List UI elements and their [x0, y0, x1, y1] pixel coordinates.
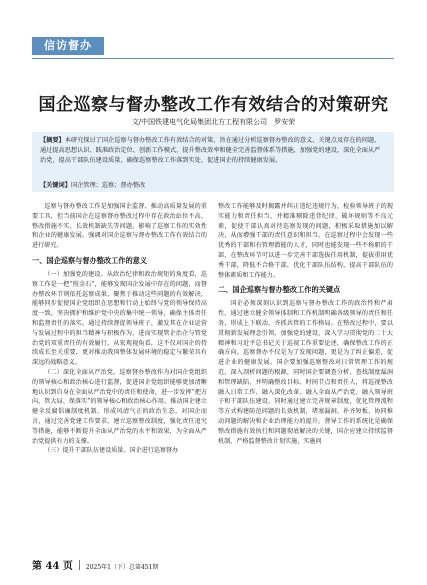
page-footer: [32, 560, 394, 574]
abstract-text: 本研究探讨了国企巡察与督办整改工作有效结合的对策，旨在通过分析巡察督办整改的意义、关键点及存在的问题，通过提高思想认识、践准政治定位、创新工作模式、提升整改效率和健全完善监督体系等措施，加强党的建设，深化全面从严治党，提高干部队伍建设质量，确保巡察整改工作落到实处，促进国企的持续健康发展。: [40, 137, 381, 164]
abstract-box: [32, 132, 394, 180]
paragraph-continued: 整改工作能够及时揭露并纠正违纪违规行为，检验领导班子的现实能力和责任担当，并精准剔除违背纪律、破坏规则等不良元素，促使干部认真对待巡察发现的问题，积极采取措施加以解决，从而增强干部的责任意识和担当。在巡察过程中会发现一些优秀的干部和有管理潜能的人才，同时也能发现一些不称职的干部，在整改环节可以进一步完善干部选拔任用机制，提拔重用优秀干部，降低不合格干部，优化干部队伍结构，提高干部队伍的整体素质和工作能力。: [218, 203, 393, 279]
keywords-box: [32, 180, 394, 192]
section-heading-2: 二、国企巡察与督办整改工作的关键点: [218, 285, 341, 295]
keywords-label: 【关键词】: [40, 182, 71, 189]
section-label: 信访督办: [32, 37, 104, 55]
section-heading-1: 一、国企巡察与督办整改工作的意义: [32, 255, 148, 265]
page-number: 第 44 页: [32, 561, 73, 572]
abstract-label: 【摘要】: [40, 137, 65, 144]
article-byline: 文/中国铁建电气化局集团北方工程有限公司 罗安荣: [131, 118, 296, 126]
paragraph-party-building: （一）加强党的建设。从政治纪律和政治规矩的角度看，巡察工作是一把“照金石”，能够发现国企发展中存在的问题，而督办整改环节则依托巡察成果，聚焦于推动这些问题的有效解决，能够同步促使国企党组织在思想和行动上始终与党的领导保持高度一致，坚决拥护和维护党中央的集中统一领导，确保主体责任和监督责任的落实。通过持续督促领导班子，激发其在企业运营与发展过程中的担当精神与积极作为，进而实现管企治企与管党治党的双重责任的有效履行，从宏观视角看，这不仅对国企的持续成长至关重要，更对推动我国整体发展环境的稳定与繁荣具有深远的战略意义。: [32, 270, 207, 367]
intro-paragraph: 巡察与督办整改工作是加强国企监督、推动高质量发展的重要工具，但当前国企在巡察督办整改过程中存在政治站位不高、整改措施不实、长效机制缺失等问题，影响了巡察工作的实效性和企业的健康发展。强调对国企巡察与督办整改工作有效结合的进行研究。: [32, 203, 207, 250]
paragraph-key-points: 国企必须深刻认识到巡察与督办整改工作的政治性和严肃性，通过建立健全领导体制和工作机制明确各级领导的责任和任务，形成上下联动、齐抓共管的工作格局。在整改过程中，要以贯彻新发展理念引领，加强党的建设，深入学习贯彻党的二十大精神和习近平总书记关于巡视工作重要论述，确保整改工作的正确方向。巡察督办不仅是为了发现问题，更是为了纠正偏差，促进企业的健康发展。国企要加强巡察整改对日常管理工作的规范，深入剖析问题的根源，同时国企要调查分析，查找制度漏洞和管理缺陷，并明确整改目标、时间节点和责任人，将巡视整改融入日常工作、融入深化改革、融入全面从严治党、融入领导班子和干部队伍建设，同时通过建立完善规章制度、优化管理流程等方式构建防范问题的长效机制，堵塞漏洞、补齐短板，协同推动问题的解决和企业治理能力的提升。督导工作的系统化是确保整改措施有效执行和问题彻底解决的关键，国企应建立持续监督机制，严格监督整改计划实施，实施问: [218, 300, 393, 445]
paragraph-strict-governance: （二）深化全面从严治党。巡察督办整改作为对国企党组织的领导核心和政治核心进行监督，促进国企党组织能够更加清晰地认识到自身在全面从严治党中的责任和使命，进一步发挥“把方向、管大局、保落实”的领导核心和政治核心作用，推动国企建立健全反腐倡廉制度机制，形成风清气正的政治生态。对国企而言，通过完善党建工作要求，建立巡察整改制度，强化责任追究等措施，能够不断提升全面从严治党的水平和效果，为全面从严治党提供有力的支撑。: [32, 368, 207, 445]
footer-divider: [79, 560, 80, 570]
header-rule: [32, 58, 394, 59]
article-title: 国企巡察与督办整改工作有效结合的对策研究: [38, 95, 389, 115]
issue-info: 2025年1（下）总第451期: [85, 564, 159, 571]
keywords-text: 国企管理；巡察；督办整改: [70, 182, 146, 189]
left-column: [32, 202, 207, 554]
right-column: [218, 202, 393, 554]
paragraph-cadre-quality: （三）提升干部队伍建设质量。国企进行巡察督办: [44, 447, 179, 455]
